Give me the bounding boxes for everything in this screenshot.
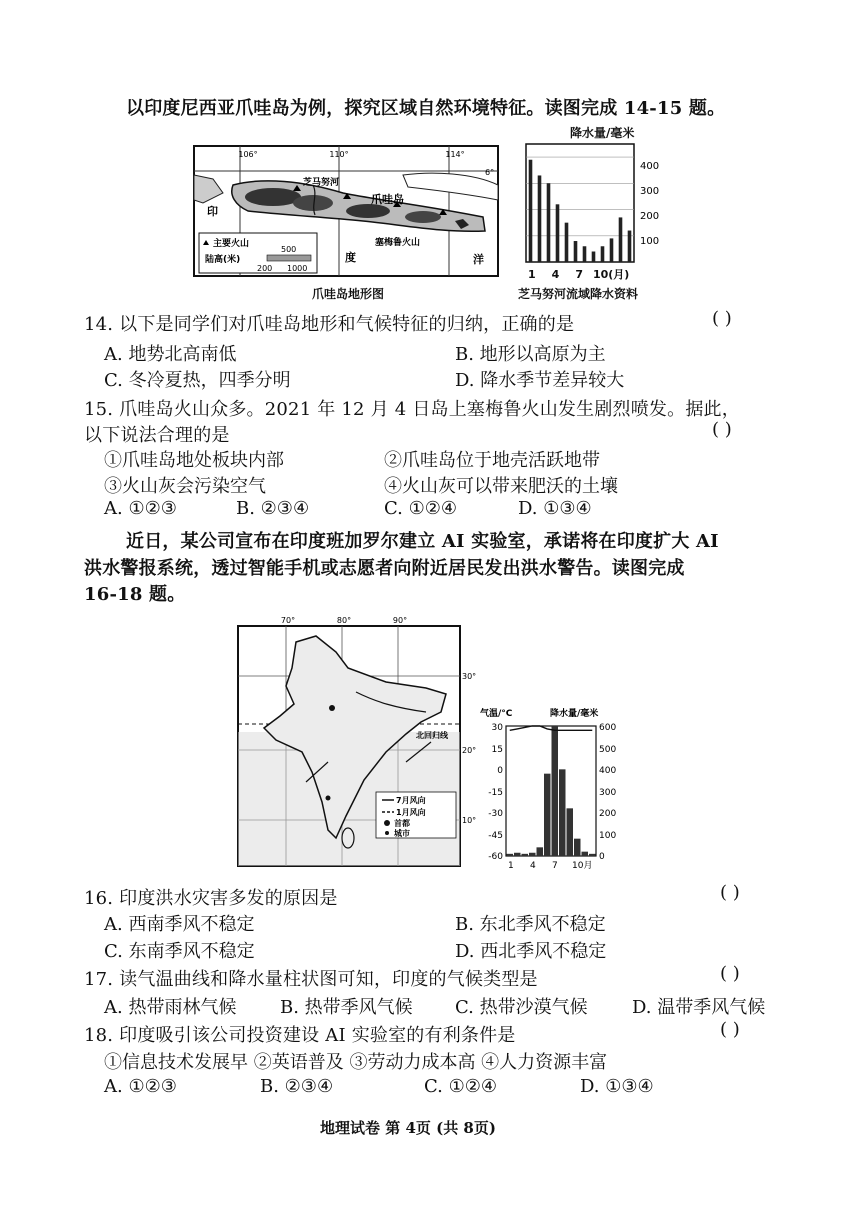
q17-option-a[interactable]: A. 热带雨林气候 xyxy=(104,997,237,1018)
precip-bar-7 xyxy=(583,246,587,262)
india-lat-30: 30° xyxy=(462,672,477,681)
precip-ytick-400: 400 xyxy=(640,161,660,172)
q18-option-d[interactable]: D. ①③④ xyxy=(580,1076,654,1097)
tropic-label: 北回归线 xyxy=(416,731,448,740)
india-lon-90: 90° xyxy=(392,616,408,625)
climate-bar-11 xyxy=(582,852,589,856)
svg-text:-60: -60 xyxy=(488,852,503,862)
q16-answer-blank[interactable]: ( ) xyxy=(720,882,740,903)
svg-text:600: 600 xyxy=(599,723,617,733)
svg-text:300: 300 xyxy=(599,788,617,798)
q15-answer-blank[interactable]: ( ) xyxy=(712,419,732,440)
precip-bar-9 xyxy=(601,246,605,262)
lon-label-114: 114° xyxy=(445,150,465,159)
legend-city: 城市 xyxy=(394,829,410,838)
svg-text:10月: 10月 xyxy=(572,861,593,871)
india-lon-70: 70° xyxy=(280,616,296,625)
legend-200: 200 xyxy=(257,264,273,273)
q15-option-c[interactable]: C. ①②④ xyxy=(384,498,457,519)
climate-left-label: 气温/°C xyxy=(480,709,513,719)
precip-bar-3 xyxy=(547,183,551,262)
java-terrain-map xyxy=(193,145,499,277)
precip-xtick-4: 4 xyxy=(551,268,560,281)
climate-bar-1 xyxy=(507,854,514,856)
climate-bar-7 xyxy=(552,726,559,856)
precip-bar-6 xyxy=(574,241,578,262)
climate-bar-12 xyxy=(589,854,596,856)
india-lat-10: 10° xyxy=(462,816,477,825)
precip-bar-5 xyxy=(565,223,569,262)
climate-bar-10 xyxy=(574,839,581,856)
climate-bar-4 xyxy=(529,853,536,856)
q18-option-a[interactable]: A. ①②③ xyxy=(104,1076,177,1097)
q15-statement-1: ①爪哇岛地处板块内部 xyxy=(104,450,284,471)
intro-text-1: 以印度尼西亚爪哇岛为例，探究区域自然环境特征。读图完成 14-15 题。 xyxy=(126,98,726,119)
legend-volcano: 主要火山 xyxy=(213,239,250,249)
precip-xtick-7: 7 xyxy=(575,268,583,281)
precip-chart-ylabel: 降水量/毫米 xyxy=(570,126,635,140)
svg-text:0: 0 xyxy=(599,852,605,862)
precip-chart xyxy=(520,140,670,270)
q18-answer-blank[interactable]: ( ) xyxy=(720,1019,740,1040)
svg-text:-45: -45 xyxy=(488,831,503,841)
q14-option-b[interactable]: B. 地形以高原为主 xyxy=(455,344,606,365)
precip-bar-2 xyxy=(538,175,542,262)
precip-bar-8 xyxy=(592,252,596,262)
q15-option-d[interactable]: D. ①③④ xyxy=(518,498,592,519)
q17-option-c[interactable]: C. 热带沙漠气候 xyxy=(455,997,588,1018)
precip-ytick-300: 300 xyxy=(640,186,660,197)
intro-text-2-line-1: 近日，某公司宣布在印度班加罗尔建立 AI 实验室，承诺将在印度扩大 AI xyxy=(126,531,719,552)
precip-xtick-10: 10(月) xyxy=(592,268,630,281)
svg-text:4: 4 xyxy=(530,861,536,871)
svg-text:200: 200 xyxy=(599,809,617,819)
climate-bar-5 xyxy=(537,847,544,856)
precip-bar-10 xyxy=(610,238,614,262)
q16-stem: 16. 印度洪水灾害多发的原因是 xyxy=(84,888,338,909)
page-footer: 地理试卷 第 4页 (共 8页) xyxy=(320,1119,496,1137)
q14-option-d[interactable]: D. 降水季节差异较大 xyxy=(455,370,625,391)
legend-elevation: 陆高(米) xyxy=(205,255,241,265)
q15-stem-2: 以下说法合理的是 xyxy=(84,425,230,446)
precip-chart-caption: 芝马努河流域降水资料 xyxy=(518,287,639,301)
climate-right-label: 降水量/毫米 xyxy=(550,709,599,719)
climate-bar-6 xyxy=(544,774,551,856)
precip-xtick-1: 1 xyxy=(528,268,536,281)
java-map-caption: 爪哇岛地形图 xyxy=(312,287,385,301)
intro-text-2-line-2: 洪水警报系统，透过智能手机或志愿者向附近居民发出洪水警告。读图完成 xyxy=(84,558,685,579)
legend-jan-wind: 1月风向 xyxy=(396,808,426,817)
q18-stem: 18. 印度吸引该公司投资建设 AI 实验室的有利条件是 xyxy=(84,1025,516,1046)
q17-stem: 17. 读气温曲线和降水量柱状图可知，印度的气候类型是 xyxy=(84,969,538,990)
river-label: 芝马努河 xyxy=(303,178,340,188)
climate-bar-2 xyxy=(514,853,521,856)
q16-option-c[interactable]: C. 东南季风不稳定 xyxy=(104,941,255,962)
q18-option-b[interactable]: B. ②③④ xyxy=(260,1076,334,1097)
q16-option-b[interactable]: B. 东北季风不稳定 xyxy=(455,914,606,935)
precip-bar-4 xyxy=(556,204,560,262)
q15-statement-2: ②爪哇岛位于地壳活跃地带 xyxy=(384,450,600,471)
q15-option-a[interactable]: A. ①②③ xyxy=(104,498,177,519)
climate-bar-3 xyxy=(522,854,529,856)
svg-text:-30: -30 xyxy=(488,809,503,819)
legend-july-wind: 7月风向 xyxy=(396,796,426,805)
svg-text:500: 500 xyxy=(599,745,617,755)
ocean-label-1: 印 xyxy=(207,205,218,218)
q14-option-c[interactable]: C. 冬冷夏热，四季分明 xyxy=(104,370,291,391)
svg-text:-15: -15 xyxy=(488,788,503,798)
svg-text:100: 100 xyxy=(599,831,617,841)
legend-1000: 1000 xyxy=(287,264,308,273)
lon-label-110: 110° xyxy=(329,150,349,159)
climate-bar-8 xyxy=(559,769,566,856)
q14-stem: 14. 以下是同学们对爪哇岛地形和气候特征的归纳，正确的是 xyxy=(84,314,575,335)
q17-option-b[interactable]: B. 热带季风气候 xyxy=(280,997,413,1018)
india-lon-80: 80° xyxy=(336,616,352,625)
q16-option-d[interactable]: D. 西北季风不稳定 xyxy=(455,941,607,962)
q14-answer-blank[interactable]: ( ) xyxy=(712,308,732,329)
svg-text:0: 0 xyxy=(497,766,503,776)
q15-statement-4: ④火山灰可以带来肥沃的土壤 xyxy=(384,476,618,497)
precip-ytick-100: 100 xyxy=(640,236,660,247)
lon-label-106: 106° xyxy=(238,150,258,159)
q16-option-a[interactable]: A. 西南季风不稳定 xyxy=(104,914,255,935)
lat-label-6: 6° xyxy=(485,168,495,177)
q15-option-b[interactable]: B. ②③④ xyxy=(236,498,310,519)
q17-answer-blank[interactable]: ( ) xyxy=(720,963,740,984)
island-label: 爪哇岛 xyxy=(371,193,404,206)
svg-text:400: 400 xyxy=(599,766,617,776)
svg-text:15: 15 xyxy=(491,745,503,755)
india-lat-20: 20° xyxy=(462,746,477,755)
climate-chart xyxy=(478,704,628,874)
volcano-label: 塞梅鲁火山 xyxy=(375,238,421,248)
precip-bar-1 xyxy=(529,160,533,262)
q15-statement-3: ③火山灰会污染空气 xyxy=(104,476,266,497)
q14-option-a[interactable]: A. 地势北高南低 xyxy=(104,344,237,365)
legend-500: 500 xyxy=(281,245,297,254)
precip-bar-12 xyxy=(628,231,632,262)
ocean-label-3: 洋 xyxy=(473,253,484,266)
svg-text:7: 7 xyxy=(552,861,558,871)
q18-option-c[interactable]: C. ①②④ xyxy=(424,1076,497,1097)
q15-stem-1: 15. 爪哇岛火山众多。2021 年 12 月 4 日岛上塞梅鲁火山发生剧烈喷发。据此， xyxy=(84,399,740,420)
climate-bar-9 xyxy=(567,808,574,856)
india-map xyxy=(236,612,477,870)
precip-ytick-200: 200 xyxy=(640,211,660,222)
svg-text:30: 30 xyxy=(491,723,503,733)
precip-bar-11 xyxy=(619,217,623,262)
q18-statements: ①信息技术发展早 ②英语普及 ③劳动力成本高 ④人力资源丰富 xyxy=(104,1052,608,1073)
ocean-label-2: 度 xyxy=(345,251,356,264)
legend-capital: 首都 xyxy=(394,819,410,828)
intro-text-2-line-3: 16-18 题。 xyxy=(84,584,186,605)
svg-text:1: 1 xyxy=(508,861,514,871)
q17-option-d[interactable]: D. 温带季风气候 xyxy=(632,997,766,1018)
